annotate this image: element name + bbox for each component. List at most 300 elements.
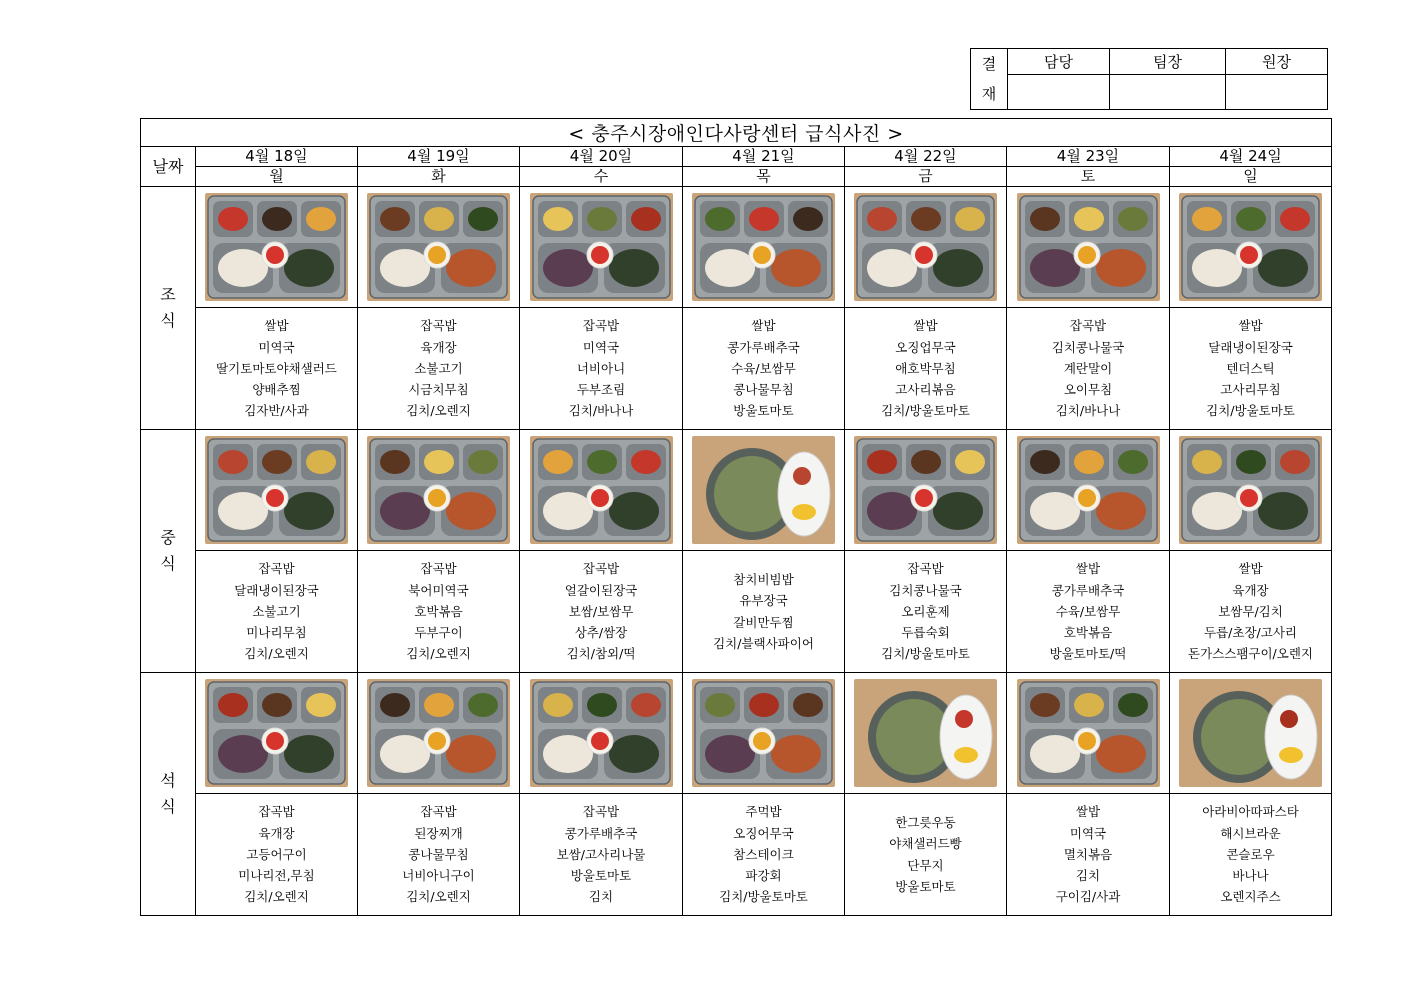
meal-label-char: 식 [160, 311, 176, 330]
menu-item: 김치콩나물국 [1051, 339, 1125, 355]
approval-signature-staff[interactable] [1008, 75, 1110, 110]
meal-photo-cell [1007, 430, 1170, 551]
side-dish [911, 450, 941, 474]
menu-item: 쌀밥 [1238, 318, 1263, 334]
rice [705, 735, 755, 773]
fruit [591, 489, 609, 507]
menu-item: 쌀밥 [264, 318, 289, 334]
side-dish [543, 207, 573, 231]
menu-item: 해시브라운 [1220, 825, 1281, 841]
menu-item: 미나리무침 [246, 625, 307, 641]
date-cell: 4월 20일 [520, 147, 683, 167]
menu-list [196, 551, 358, 673]
fruit [266, 732, 284, 750]
meal-photo [1179, 436, 1322, 544]
side-dish [1030, 207, 1060, 231]
fruit [753, 732, 771, 750]
rice [1030, 735, 1080, 773]
soup [1096, 492, 1146, 530]
approval-role-director: 원장 [1226, 49, 1328, 75]
menu-item: 김치/오렌지 [244, 646, 309, 662]
rice [705, 249, 755, 287]
meal-photo [692, 193, 835, 301]
rice [1192, 249, 1242, 287]
meal-photo [1017, 436, 1160, 544]
menu-item: 김치/방울토마토 [881, 403, 970, 419]
menu-item: 달래냉이된장국 [1208, 339, 1293, 355]
side-dish [749, 207, 779, 231]
meal-label-char: 식 [160, 797, 176, 816]
meal-photo-cell [520, 430, 683, 551]
approval-label-top: 결 [981, 55, 997, 73]
rice [867, 249, 917, 287]
menu-list [683, 794, 845, 916]
menu-list [845, 794, 1007, 916]
menu-item: 보쌈/고사리나물 [556, 846, 646, 862]
menu-item: 콩나물무침 [733, 382, 794, 398]
meal-photo [854, 193, 997, 301]
menu-item: 소불고기 [414, 360, 463, 376]
date-cell: 4월 22일 [845, 147, 1007, 167]
meal-photo [1017, 679, 1160, 787]
menu-item: 방울토마토/떡 [1049, 646, 1127, 662]
rice [218, 492, 268, 530]
rice [1192, 492, 1242, 530]
menu-item: 김치/방울토마토 [881, 646, 970, 662]
side-dish [306, 207, 336, 231]
menu-item: 너비아니구이 [402, 868, 475, 884]
menu-item: 바나나 [1232, 868, 1269, 884]
soup [1258, 492, 1308, 530]
menu-item: 호박볶음 [1063, 625, 1113, 641]
meal-photo-image [692, 193, 835, 301]
weekday-cell: 월 [196, 167, 358, 187]
side-dish [749, 693, 779, 717]
meal-photo-cell [683, 673, 845, 794]
menu-item: 김치콩나물국 [889, 582, 962, 598]
date-cell: 4월 19일 [358, 147, 520, 167]
side-dish [262, 450, 292, 474]
meal-photo-cell [845, 673, 1007, 794]
meal-photo [367, 436, 510, 544]
side-dish [793, 207, 823, 231]
meal-photo-cell [196, 187, 358, 308]
weekday-cell: 일 [1170, 167, 1332, 187]
side-dish [867, 450, 897, 474]
menu-item: 김치/오렌지 [406, 646, 471, 662]
menu-item: 쌀밥 [751, 318, 776, 334]
menu-item: 잡곡밥 [258, 804, 295, 820]
meal-photo [367, 679, 510, 787]
menu-item: 오징어무국 [733, 825, 794, 841]
meal-photo-cell [845, 430, 1007, 551]
meal-photo-table [140, 118, 1332, 916]
soup [771, 735, 821, 773]
menu-item: 방울토마토 [733, 403, 794, 419]
side-dish [631, 207, 661, 231]
menu-item: 김치 [1075, 868, 1101, 884]
menu-item: 소불고기 [252, 603, 301, 619]
side-dish [1030, 450, 1060, 474]
approval-label [971, 49, 1008, 110]
fruit [428, 489, 446, 507]
meal-photo-cell [683, 187, 845, 308]
menu-item: 양배추찜 [252, 382, 301, 398]
menu-list [520, 308, 683, 430]
side-dish [1280, 207, 1310, 231]
menu-item: 잡곡밥 [582, 804, 620, 820]
meal-label-char: 조 [160, 285, 176, 304]
menu-item: 딸기토마토야채샐러드 [216, 360, 337, 376]
meal-photo-image [1179, 436, 1322, 544]
soup [771, 249, 821, 287]
fruit [915, 489, 933, 507]
meal-photo [530, 436, 673, 544]
side-plate [1265, 695, 1317, 779]
side-dish [218, 693, 248, 717]
menu-item: 콩나물무침 [408, 846, 469, 862]
meal-photo-image [367, 193, 510, 301]
soup [446, 492, 496, 530]
menu-list [1007, 308, 1170, 430]
soup [933, 492, 983, 530]
meal-photo-image [854, 436, 997, 544]
meal-photo-cell [1170, 673, 1332, 794]
fruit [1240, 489, 1258, 507]
side-dish [1192, 207, 1222, 231]
meal-photo-image [692, 436, 835, 544]
soup [933, 249, 983, 287]
side-dish [543, 693, 573, 717]
menu-item: 갈비만두찜 [733, 614, 794, 630]
menu-item: 고사리무침 [1220, 382, 1281, 398]
menu-item: 주먹밥 [745, 804, 782, 820]
rice [543, 249, 593, 287]
meal-photo-image [1179, 679, 1322, 787]
menu-item: 육개장 [258, 825, 295, 841]
meal-photo [530, 679, 673, 787]
menu-list [1170, 794, 1332, 916]
menu-list [358, 308, 520, 430]
weekday-cell: 화 [358, 167, 520, 187]
meal-label-char: 식 [160, 554, 176, 573]
menu-list [196, 308, 358, 430]
menu-item: 오징업무국 [895, 339, 956, 355]
side-dish [543, 450, 573, 474]
fruit [266, 246, 284, 264]
soup [609, 249, 659, 287]
side-dish [306, 693, 336, 717]
menu-item: 달래냉이된장국 [234, 582, 319, 598]
menu-item: 고사리볶음 [895, 382, 956, 398]
side-dish [1030, 693, 1060, 717]
fruit [1078, 732, 1096, 750]
menu-list [683, 551, 845, 673]
menu-item: 애호박무침 [895, 360, 956, 376]
menu-item: 단무지 [907, 857, 944, 873]
rice [1030, 492, 1080, 530]
menu-item: 멸치볶음 [1063, 846, 1113, 862]
side-food [793, 467, 811, 485]
weekday-cell: 금 [845, 167, 1007, 187]
menu-item: 육개장 [420, 339, 457, 355]
menu-item: 수육/보쌈무 [1055, 603, 1121, 619]
menu-item: 오이무침 [1063, 382, 1113, 398]
side-dish [955, 207, 985, 231]
soup [609, 492, 659, 530]
menu-item: 두릅숙회 [901, 625, 950, 641]
date-cell: 4월 23일 [1007, 147, 1170, 167]
meal-photo [205, 679, 348, 787]
side-dish [587, 207, 617, 231]
approval-signature-director[interactable] [1226, 75, 1328, 110]
meal-label [141, 187, 196, 430]
side-dish [262, 207, 292, 231]
menu-item: 호박볶음 [414, 603, 463, 619]
fruit [1240, 246, 1258, 264]
meal-photo-image [205, 436, 348, 544]
menu-item: 잡곡밥 [420, 318, 457, 334]
meal-photo-image [1017, 193, 1160, 301]
meal-photo [692, 679, 835, 787]
menu-list [196, 794, 358, 916]
menu-item: 방울토마토 [570, 868, 632, 884]
menu-list [520, 794, 683, 916]
side-dish [468, 207, 498, 231]
menu-list [845, 551, 1007, 673]
soup [284, 249, 334, 287]
meal-photo-image [854, 679, 997, 787]
menu-item: 오렌지주스 [1220, 889, 1281, 905]
side-dish [468, 450, 498, 474]
meal-photo-image [367, 436, 510, 544]
fruit [428, 246, 446, 264]
date-header: 날짜 [141, 147, 196, 187]
meal-label-char: 석 [160, 771, 176, 790]
side-plate [940, 695, 992, 779]
meal-photo-cell [1007, 673, 1170, 794]
menu-item: 콩가루배추국 [1051, 582, 1125, 598]
meal-photo-image [1179, 193, 1322, 301]
menu-item: 오리훈제 [901, 603, 950, 619]
approval-role-staff: 담당 [1008, 49, 1110, 75]
meal-photo-image [530, 193, 673, 301]
soup [284, 735, 334, 773]
side-food [792, 504, 816, 520]
meal-photo [854, 679, 997, 787]
side-dish [306, 450, 336, 474]
menu-item: 미역국 [258, 339, 295, 355]
meal-label [141, 430, 196, 673]
side-dish [631, 450, 661, 474]
menu-item: 미나리전,무침 [238, 868, 315, 884]
menu-item: 김치/오렌지 [406, 403, 471, 419]
meal-photo-cell [683, 430, 845, 551]
menu-item: 잡곡밥 [582, 318, 620, 334]
rice [380, 492, 430, 530]
menu-item: 상추/쌈장 [574, 625, 628, 641]
soup [1096, 249, 1146, 287]
menu-item: 쌀밥 [913, 318, 938, 334]
meal-photo [854, 436, 997, 544]
meal-photo-cell [845, 187, 1007, 308]
side-dish [380, 450, 410, 474]
meal-photo [1179, 193, 1322, 301]
meal-photo [530, 193, 673, 301]
meal-photo-cell [1007, 187, 1170, 308]
menu-item: 김치/방울토마토 [1206, 403, 1295, 419]
meal-label [141, 673, 196, 916]
approval-role-team-lead: 팀장 [1110, 49, 1226, 75]
menu-item: 김자반/사과 [244, 403, 309, 419]
menu-item: 아라비아따파스타 [1202, 804, 1299, 820]
meal-photo [205, 193, 348, 301]
soup [284, 492, 334, 530]
side-dish [424, 450, 454, 474]
side-dish [911, 207, 941, 231]
side-dish [1236, 207, 1266, 231]
meal-photo-image [367, 679, 510, 787]
rice [1030, 249, 1080, 287]
menu-item: 김치/바나나 [568, 403, 634, 419]
meal-photo [1017, 193, 1160, 301]
menu-list [1170, 551, 1332, 673]
menu-item: 콩가루배추국 [727, 339, 800, 355]
menu-item: 콘슬로우 [1226, 846, 1275, 862]
menu-list [1170, 308, 1332, 430]
side-food [954, 747, 978, 763]
menu-item: 얼갈이된장국 [564, 582, 638, 598]
meal-photo-cell [358, 187, 520, 308]
side-dish [262, 693, 292, 717]
side-dish [867, 207, 897, 231]
side-dish [1118, 693, 1148, 717]
menu-list [358, 551, 520, 673]
menu-list [1007, 551, 1170, 673]
side-dish [1074, 450, 1104, 474]
meal-photo-cell [520, 187, 683, 308]
side-dish [1118, 450, 1148, 474]
menu-item: 참치비빔밥 [733, 572, 794, 588]
menu-item: 김치/참외/떡 [566, 646, 636, 662]
meal-photo-cell [358, 430, 520, 551]
date-cell: 4월 24일 [1170, 147, 1332, 167]
menu-item: 잡곡밥 [907, 561, 944, 577]
side-dish [380, 693, 410, 717]
menu-item: 쌀밥 [1075, 804, 1101, 820]
soup [1258, 249, 1308, 287]
side-dish [424, 207, 454, 231]
menu-item: 김치 [588, 889, 614, 905]
side-dish [955, 450, 985, 474]
page-title: < 충주시장애인다사랑센터 급식사진 > [141, 119, 1332, 147]
menu-item: 잡곡밥 [1069, 318, 1107, 334]
rice [543, 735, 593, 773]
menu-item: 참스테이크 [733, 846, 794, 862]
rice [218, 735, 268, 773]
menu-item: 파강회 [745, 868, 782, 884]
menu-item: 시금치무침 [408, 382, 469, 398]
side-plate [778, 452, 830, 536]
side-dish [1236, 450, 1266, 474]
side-dish [1118, 207, 1148, 231]
soup [446, 249, 496, 287]
menu-item: 야채샐러드빵 [889, 836, 962, 852]
menu-list [845, 308, 1007, 430]
meal-photo [205, 436, 348, 544]
rice [867, 492, 917, 530]
approval-signature-team-lead[interactable] [1110, 75, 1226, 110]
menu-item: 보쌈무/김치 [1218, 603, 1283, 619]
menu-list [520, 551, 683, 673]
weekday-cell: 토 [1007, 167, 1170, 187]
meal-photo-image [1017, 436, 1160, 544]
menu-item: 유부장국 [739, 593, 788, 609]
fruit [1078, 246, 1096, 264]
menu-item: 김치/블랙사파이어 [713, 635, 814, 651]
menu-list [683, 308, 845, 430]
soup [1096, 735, 1146, 773]
meal-photo-image [530, 436, 673, 544]
soup [446, 735, 496, 773]
fruit [591, 732, 609, 750]
side-dish [631, 693, 661, 717]
menu-list [1007, 794, 1170, 916]
side-dish [218, 207, 248, 231]
menu-item: 북어미역국 [408, 582, 469, 598]
menu-item: 된장찌개 [414, 825, 463, 841]
menu-item: 잡곡밥 [420, 561, 457, 577]
side-dish [793, 693, 823, 717]
menu-item: 두부조림 [576, 382, 626, 398]
menu-item: 한그릇우동 [895, 815, 956, 831]
menu-item: 구이김/사과 [1055, 889, 1121, 905]
meal-photo-image [205, 679, 348, 787]
menu-item: 쌀밥 [1075, 561, 1101, 577]
side-food [955, 710, 973, 728]
menu-item: 쌀밥 [1238, 561, 1263, 577]
rice [543, 492, 593, 530]
side-dish [218, 450, 248, 474]
approval-label-bottom: 재 [981, 85, 997, 103]
fruit [915, 246, 933, 264]
meal-photo-image [205, 193, 348, 301]
menu-item: 육개장 [1232, 582, 1269, 598]
side-dish [705, 207, 735, 231]
menu-list [358, 794, 520, 916]
meal-photo-image [530, 679, 673, 787]
menu-item: 두부구이 [414, 625, 463, 641]
menu-item: 미역국 [582, 339, 620, 355]
menu-item: 김치/방울토마토 [719, 889, 808, 905]
date-cell: 4월 21일 [683, 147, 845, 167]
menu-item: 콩가루배추국 [564, 825, 638, 841]
meal-photo [367, 193, 510, 301]
menu-item: 잡곡밥 [582, 561, 620, 577]
meal-photo-image [1017, 679, 1160, 787]
side-dish [587, 450, 617, 474]
weekday-cell: 목 [683, 167, 845, 187]
soup [609, 735, 659, 773]
menu-item: 미역국 [1069, 825, 1107, 841]
date-cell: 4월 18일 [196, 147, 358, 167]
menu-item: 계란말이 [1063, 360, 1113, 376]
menu-item: 두릅/초장/고사리 [1204, 625, 1297, 641]
menu-item: 김치/바나나 [1055, 403, 1121, 419]
meal-photo [1179, 679, 1322, 787]
menu-item: 수육/보쌈무 [731, 360, 796, 376]
meal-label-char: 중 [160, 528, 176, 547]
